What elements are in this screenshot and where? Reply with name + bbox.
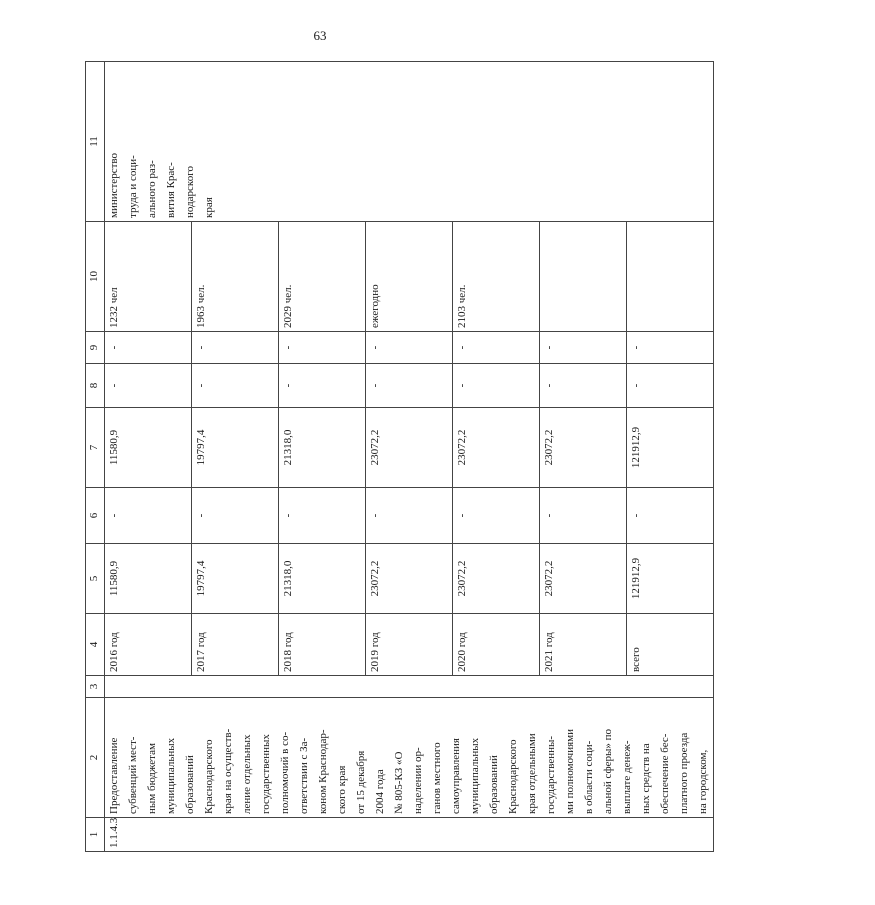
description-line: на городском, — [697, 749, 709, 814]
regional-cell: 23072,2 — [453, 408, 540, 488]
description-line: Краснодарского — [203, 739, 215, 814]
responsible-line: нодарского — [184, 166, 196, 218]
responsible-line: края — [203, 197, 215, 218]
description-line: государственных — [260, 734, 272, 814]
amount-total-cell: 11580,9 — [105, 544, 192, 614]
page-number: 63 — [313, 28, 327, 43]
other-cell: - — [627, 332, 714, 364]
header-col-8: 8 — [86, 364, 105, 408]
indicator-cell — [540, 222, 627, 332]
description-line: ным бюджетам — [146, 743, 158, 814]
header-col-10: 10 — [86, 222, 105, 332]
year-cell: 2017 год — [192, 614, 279, 676]
responsible-line: министерство — [108, 152, 120, 218]
description-line: образований — [184, 755, 196, 814]
header-col-2: 2 — [86, 698, 105, 818]
row-id-cell: 1.1.4.3 — [105, 818, 714, 852]
regional-cell: 19797,4 — [192, 408, 279, 488]
description-line: ганов местного — [431, 742, 443, 814]
year-cell: 2019 год — [366, 614, 453, 676]
amount-total-cell: 19797,4 — [192, 544, 279, 614]
year-cell: всего — [627, 614, 714, 676]
local-cell: - — [192, 364, 279, 408]
header-row — [86, 62, 105, 852]
col-3-cell — [105, 676, 714, 698]
indicator-cell: 2029 чел. — [279, 222, 366, 332]
header-col-4: 4 — [86, 614, 105, 676]
description-line: выплате денеж- — [621, 740, 633, 814]
federal-cell: - — [540, 488, 627, 544]
local-cell: - — [366, 364, 453, 408]
indicator-cell: ежегодно — [366, 222, 453, 332]
federal-cell: - — [192, 488, 279, 544]
description-line: № 805-КЗ «О — [393, 751, 405, 814]
year-cell: 2020 год — [453, 614, 540, 676]
year-cell: 2018 год — [279, 614, 366, 676]
description-line: ского края — [336, 765, 348, 814]
federal-cell: - — [453, 488, 540, 544]
regional-cell: 23072,2 — [540, 408, 627, 488]
description-line: ление отдельных — [241, 734, 253, 814]
other-cell: - — [540, 332, 627, 364]
description-line: ных средств на — [640, 743, 652, 814]
year-cell: 2021 год — [540, 614, 627, 676]
header-col-5: 5 — [86, 544, 105, 614]
description-line: ми полномочиями — [564, 728, 576, 814]
other-cell: - — [453, 332, 540, 364]
description-line: в области соци- — [583, 740, 595, 814]
description-line: полномочий в со- — [279, 731, 291, 814]
rotated-table-container — [85, 62, 709, 852]
description-line: края на осуществ- — [222, 728, 234, 814]
description-line: самоуправления — [450, 738, 462, 814]
description-line: муниципальных — [469, 737, 481, 814]
header-col-6: 6 — [86, 488, 105, 544]
regional-cell: 21318,0 — [279, 408, 366, 488]
description-line: обеспечение бес- — [659, 733, 671, 814]
responsible-cell — [105, 62, 714, 222]
description-line: края отдельными — [526, 733, 538, 814]
description-line: ответствии с За- — [298, 737, 310, 814]
amount-total-cell: 21318,0 — [279, 544, 366, 614]
description-line: Краснодарского — [507, 739, 519, 814]
amount-total-cell: 23072,2 — [366, 544, 453, 614]
federal-cell: - — [279, 488, 366, 544]
local-cell: - — [627, 364, 714, 408]
description-line: субвенций мест- — [127, 736, 139, 814]
amount-total-cell: 23072,2 — [453, 544, 540, 614]
federal-cell: - — [366, 488, 453, 544]
header-col-11: 11 — [86, 62, 105, 222]
description-line: государственны- — [545, 735, 557, 814]
table-frame — [85, 62, 875, 848]
description-line: 2004 года — [374, 769, 386, 814]
indicator-cell — [627, 222, 714, 332]
header-col-7: 7 — [86, 408, 105, 488]
description-line: коном Краснодар- — [317, 729, 329, 814]
description-line: платного проезда — [678, 732, 690, 814]
other-cell: - — [105, 332, 192, 364]
local-cell: - — [453, 364, 540, 408]
local-cell: - — [105, 364, 192, 408]
responsible-line: труда и соци- — [127, 155, 139, 218]
local-cell: - — [540, 364, 627, 408]
description-line: образований — [488, 755, 500, 814]
indicator-cell: 1232 чел — [105, 222, 192, 332]
header-col-3: 3 — [86, 676, 105, 698]
description-line: Предоставление — [108, 737, 120, 814]
description-cell — [105, 698, 714, 818]
federal-cell: - — [105, 488, 192, 544]
description-line: от 15 декабря — [355, 750, 367, 814]
amount-total-cell: 23072,2 — [540, 544, 627, 614]
table-row — [105, 62, 192, 852]
responsible-line: ального раз- — [146, 160, 158, 218]
indicator-cell: 2103 чел. — [453, 222, 540, 332]
program-table — [85, 61, 714, 852]
header-col-9: 9 — [86, 332, 105, 364]
regional-cell: 121912,9 — [627, 408, 714, 488]
other-cell: - — [279, 332, 366, 364]
year-cell: 2016 год — [105, 614, 192, 676]
federal-cell: - — [627, 488, 714, 544]
indicator-cell: 1963 чел. — [192, 222, 279, 332]
amount-total-cell: 121912,9 — [627, 544, 714, 614]
other-cell: - — [366, 332, 453, 364]
regional-cell: 11580,9 — [105, 408, 192, 488]
description-line: альной сферы» по — [602, 728, 614, 814]
description-line: муниципальных — [165, 737, 177, 814]
regional-cell: 23072,2 — [366, 408, 453, 488]
header-col-1: 1 — [86, 818, 105, 852]
responsible-line: вития Крас- — [165, 162, 177, 218]
description-line: наделении ор- — [412, 747, 424, 814]
other-cell: - — [192, 332, 279, 364]
local-cell: - — [279, 364, 366, 408]
